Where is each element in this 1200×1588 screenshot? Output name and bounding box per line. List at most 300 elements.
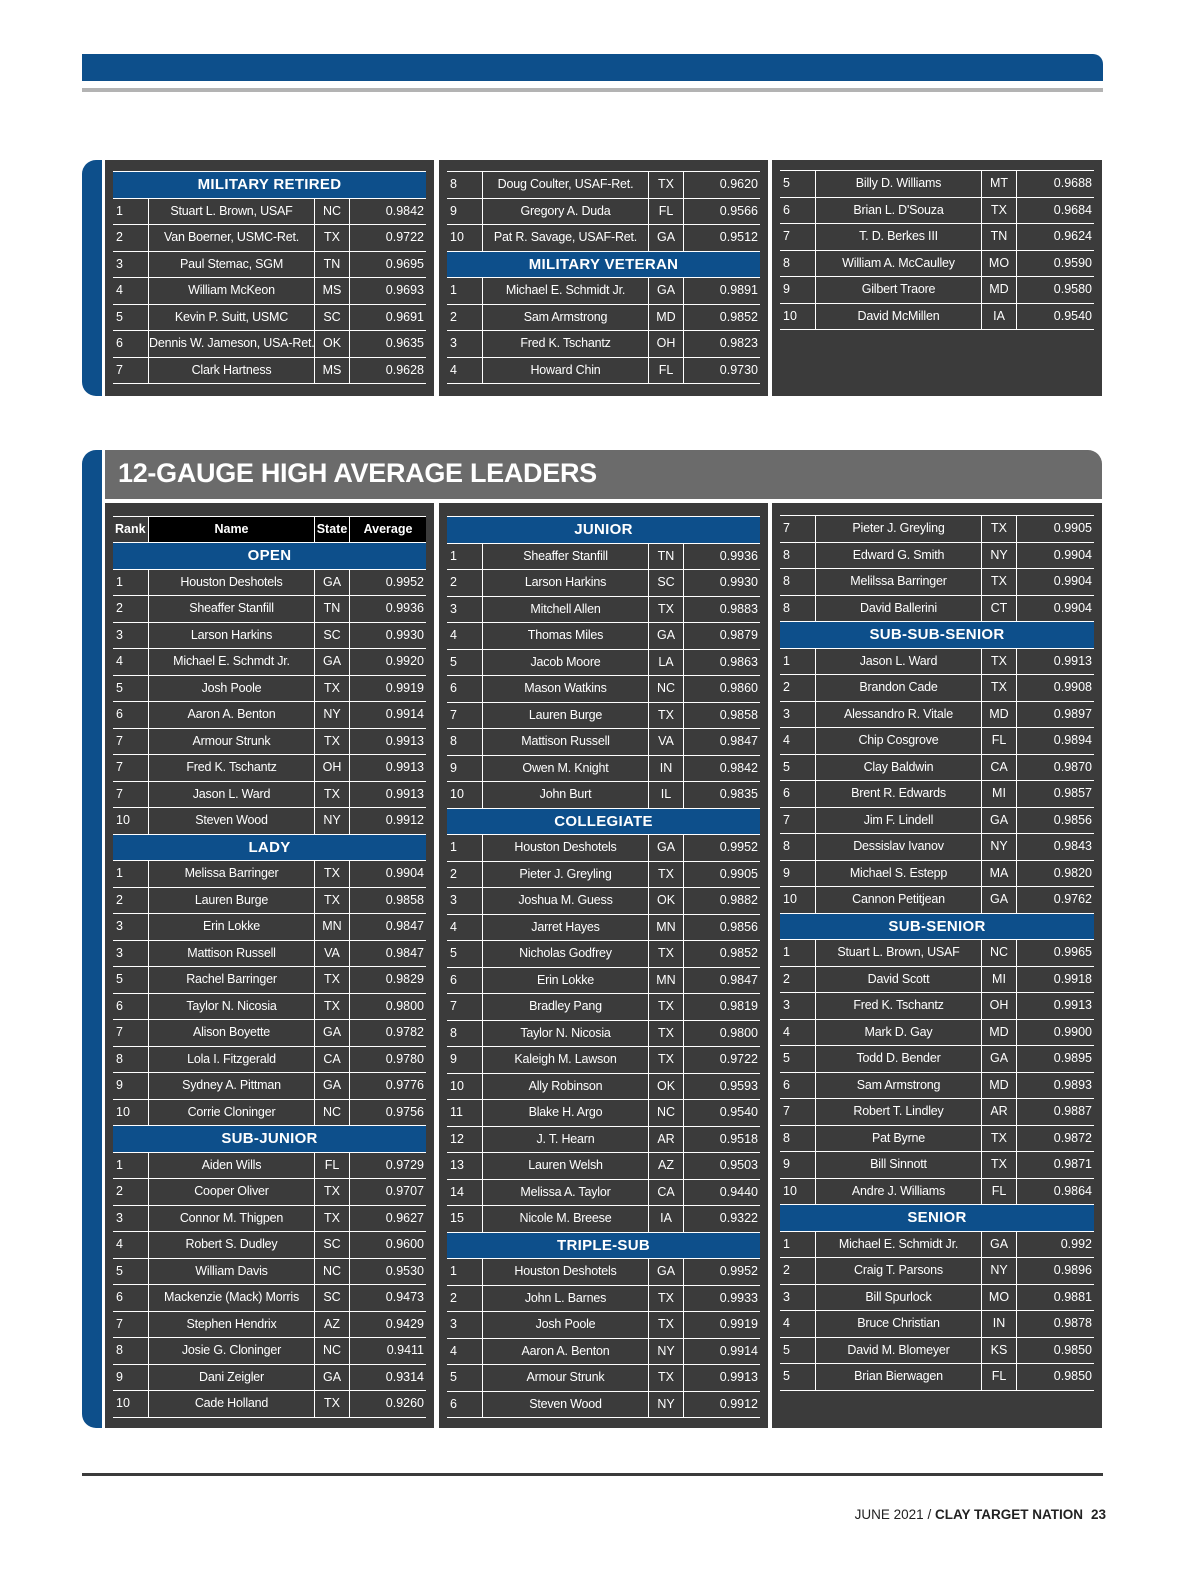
rank-cell: 7 (447, 703, 483, 729)
rank-cell: 2 (113, 225, 149, 251)
rank-cell: 1 (113, 570, 149, 596)
table-row (447, 225, 760, 252)
name-cell: William A. McCaulley (816, 251, 982, 277)
name-cell: Bradley Pang (483, 994, 649, 1020)
average-cell: 0.9896 (1053, 1263, 1092, 1277)
table-row (113, 967, 426, 994)
average-cell: 0.9913 (1053, 998, 1092, 1012)
name-cell: Alison Boyette (149, 1020, 315, 1046)
state-cell: SC (315, 1232, 350, 1258)
results-table (780, 170, 1094, 330)
state-cell: MD (982, 277, 1017, 303)
name-cell: Sheaffer Stanfill (149, 596, 315, 622)
state-cell: TX (649, 994, 684, 1020)
average-cell: 0.9722 (719, 1052, 758, 1066)
state-cell: NC (315, 1259, 350, 1285)
state-cell: OK (315, 331, 350, 357)
average-cell: 0.9800 (385, 998, 424, 1013)
bottom-divider (82, 1473, 1103, 1476)
state-cell: TX (315, 1179, 350, 1205)
state-cell: GA (649, 225, 684, 251)
rank-cell: 9 (113, 1073, 149, 1099)
average-cell: 0.9593 (719, 1078, 758, 1093)
name-cell: Mason Watkins (483, 676, 649, 702)
average-cell: 0.9936 (385, 601, 424, 615)
name-cell: Sam Armstrong (483, 305, 649, 331)
average-cell: 0.9904 (1053, 600, 1092, 615)
average-cell: 0.9894 (1053, 733, 1092, 747)
average-cell: 0.9512 (719, 230, 758, 244)
average-cell: 0.9782 (385, 1025, 424, 1039)
average-cell: 0.9858 (385, 892, 424, 907)
name-cell: Armour Strunk (149, 729, 315, 755)
rank-cell: 5 (780, 171, 816, 197)
table-row (780, 1311, 1094, 1338)
average-cell: 0.9870 (1053, 759, 1092, 774)
average-cell: 0.9776 (385, 1078, 424, 1092)
average-cell: 0.9762 (1053, 892, 1092, 906)
rank-cell: 3 (447, 1312, 483, 1338)
name-cell: Howard Chin (483, 358, 649, 384)
state-cell: GA (649, 278, 684, 304)
name-cell: Mackenzie (Mack) Morris (149, 1285, 315, 1311)
table-row (113, 1073, 426, 1100)
rank-cell: 6 (780, 781, 816, 807)
rank-cell: 3 (113, 941, 149, 967)
rank-cell: 7 (780, 224, 816, 250)
average-cell: 0.9904 (385, 866, 424, 880)
table-row (113, 888, 426, 915)
name-cell: Robert S. Dudley (149, 1232, 315, 1258)
name-cell: Brian L. D'Souza (816, 198, 982, 224)
average-cell: 0.9566 (719, 203, 758, 218)
rank-cell: 10 (447, 1074, 483, 1100)
average-cell: 0.9835 (719, 787, 758, 801)
rank-cell: 5 (447, 941, 483, 967)
rank-cell: 7 (113, 1020, 149, 1046)
state-cell: IL (649, 782, 684, 808)
name-cell: Lauren Burge (483, 703, 649, 729)
rank-cell: 3 (780, 702, 816, 728)
name-cell: Thomas Miles (483, 623, 649, 649)
rank-cell: 7 (780, 808, 816, 834)
rank-cell: 5 (113, 305, 149, 331)
name-cell: David M. Blomeyer (816, 1338, 982, 1364)
bottom-column-2 (439, 503, 768, 1428)
rank-cell: 6 (113, 702, 149, 728)
name-cell: Van Boerner, USMC-Ret. (149, 225, 315, 251)
state-cell: TX (982, 675, 1017, 701)
table-row (113, 305, 426, 332)
table-row (780, 1152, 1094, 1179)
rank-cell: 6 (113, 331, 149, 357)
table-row (780, 887, 1094, 914)
average-cell: 0.9624 (1053, 229, 1092, 243)
average-cell: 0.9322 (719, 1211, 758, 1225)
name-cell: Larson Harkins (483, 570, 649, 596)
average-cell: 0.9707 (385, 1184, 424, 1198)
name-cell: David Scott (816, 967, 982, 993)
name-cell: Michael E. Schmdt Jr. (149, 649, 315, 675)
header-average: Average (350, 517, 426, 542)
top-divider (82, 88, 1103, 92)
state-cell: OH (982, 993, 1017, 1019)
state-cell: CA (315, 1047, 350, 1073)
state-cell: GA (982, 1046, 1017, 1072)
name-cell: Armour Strunk (483, 1365, 649, 1391)
average-cell: 0.9429 (385, 1316, 424, 1331)
results-table (447, 516, 760, 1418)
table-row (113, 1285, 426, 1312)
rank-cell: 4 (447, 358, 483, 384)
top-banner-bar (82, 54, 1103, 81)
average-cell: 0.9688 (1053, 176, 1092, 190)
state-cell: NC (649, 676, 684, 702)
state-cell: MI (982, 781, 1017, 807)
table-row (447, 941, 760, 968)
category-heading: SUB-SUB-SENIOR (780, 622, 1094, 649)
rank-cell: 11 (447, 1100, 483, 1126)
average-cell: 0.9878 (1053, 1316, 1092, 1330)
state-cell: TX (982, 1126, 1017, 1152)
average-cell: 0.9729 (385, 1157, 424, 1172)
rank-cell: 2 (780, 675, 816, 701)
average-cell: 0.9518 (719, 1131, 758, 1146)
state-cell: IN (982, 1311, 1017, 1337)
table-row (447, 782, 760, 809)
results-table (113, 171, 426, 384)
results-table (113, 516, 426, 1418)
state-cell: TX (315, 967, 350, 993)
state-cell: NC (649, 1100, 684, 1126)
average-cell: 0.9580 (1053, 282, 1092, 296)
state-cell: TX (649, 172, 684, 198)
state-cell: TX (315, 994, 350, 1020)
table-row (447, 1286, 760, 1313)
state-cell: SC (315, 1285, 350, 1311)
name-cell: Fred K. Tschantz (816, 993, 982, 1019)
name-cell: J. T. Hearn (483, 1127, 649, 1153)
table-row (780, 755, 1094, 782)
average-cell: 0.9965 (1053, 945, 1092, 959)
state-cell: OH (649, 331, 684, 357)
state-cell: TX (315, 861, 350, 887)
name-cell: Steven Wood (483, 1392, 649, 1418)
name-cell: Rachel Barringer (149, 967, 315, 993)
name-cell: T. D. Berkes III (816, 224, 982, 250)
top-column-3 (772, 160, 1102, 396)
average-cell: 0.9852 (719, 309, 758, 324)
rank-cell: 10 (113, 1391, 149, 1417)
table-row (447, 1206, 760, 1233)
rank-cell: 1 (113, 861, 149, 887)
table-row (780, 940, 1094, 967)
state-cell: NY (982, 1258, 1017, 1284)
name-cell: Houston Deshotels (149, 570, 315, 596)
table-row (780, 1285, 1094, 1312)
rank-cell: 4 (447, 915, 483, 941)
name-cell: Todd D. Bender (816, 1046, 982, 1072)
state-cell: TX (315, 225, 350, 251)
rank-cell: 2 (447, 570, 483, 596)
name-cell: Taylor N. Nicosia (483, 1021, 649, 1047)
name-cell: Chip Cosgrove (816, 728, 982, 754)
rank-cell: 1 (447, 278, 483, 304)
average-cell: 0.9933 (719, 1290, 758, 1305)
average-cell: 0.9913 (1053, 653, 1092, 668)
name-cell: Josie G. Cloninger (149, 1338, 315, 1364)
table-row (780, 251, 1094, 278)
rank-cell: 4 (447, 1339, 483, 1365)
rank-cell: 2 (113, 596, 149, 622)
name-cell: Blake H. Argo (483, 1100, 649, 1126)
state-cell: FL (649, 358, 684, 384)
table-row (447, 570, 760, 597)
rank-cell: 4 (780, 1020, 816, 1046)
state-cell: MO (982, 251, 1017, 277)
bottom-column-3 (772, 503, 1102, 1428)
table-row (447, 331, 760, 358)
rank-cell: 8 (780, 569, 816, 595)
average-cell: 0.9411 (386, 1343, 424, 1357)
average-cell: 0.9847 (719, 734, 758, 748)
header-rank: Rank (113, 517, 149, 542)
table-row (447, 1100, 760, 1127)
name-cell: Dani Zeigler (149, 1365, 315, 1391)
average-cell: 0.992 (1060, 1236, 1092, 1251)
name-cell: Joshua M. Guess (483, 888, 649, 914)
table-row (113, 861, 426, 888)
table-row (780, 596, 1094, 623)
rank-cell: 5 (113, 1259, 149, 1285)
state-cell: MI (982, 967, 1017, 993)
name-cell: Sheaffer Stanfill (483, 544, 649, 570)
table-row (113, 649, 426, 676)
table-row (447, 1392, 760, 1419)
table-row (780, 224, 1094, 251)
rank-cell: 7 (447, 994, 483, 1020)
average-cell: 0.9882 (719, 893, 758, 907)
page-footer (855, 1507, 1106, 1522)
category-heading: JUNIOR (447, 517, 760, 544)
state-cell: CA (649, 1180, 684, 1206)
rank-cell: 3 (447, 597, 483, 623)
rank-cell: 6 (447, 676, 483, 702)
rank-cell: 5 (113, 967, 149, 993)
average-cell: 0.9722 (385, 230, 424, 244)
table-row (447, 278, 760, 305)
state-cell: GA (649, 835, 684, 861)
table-row (780, 198, 1094, 225)
rank-cell: 6 (113, 1285, 149, 1311)
table-row (113, 278, 426, 305)
name-cell: David Ballerini (816, 596, 982, 622)
table-row (780, 993, 1094, 1020)
name-cell: Josh Poole (149, 676, 315, 702)
rank-cell: 6 (780, 198, 816, 224)
category-heading: SUB-SENIOR (780, 914, 1094, 941)
rank-cell: 3 (113, 252, 149, 278)
state-cell: CA (982, 755, 1017, 781)
rank-cell: 3 (113, 914, 149, 940)
average-cell: 0.9897 (1053, 706, 1092, 721)
name-cell: Michael S. Estepp (816, 861, 982, 887)
table-row (113, 1020, 426, 1047)
average-cell: 0.9913 (385, 786, 424, 801)
state-cell: MN (649, 915, 684, 941)
average-cell: 0.9891 (719, 283, 758, 297)
table-row (447, 358, 760, 385)
state-cell: GA (982, 808, 1017, 834)
table-row (113, 1232, 426, 1259)
header-name: Name (149, 517, 315, 542)
table-row (113, 199, 426, 226)
name-cell: Erin Lokke (149, 914, 315, 940)
table-row (113, 623, 426, 650)
table-row (447, 676, 760, 703)
average-cell: 0.9919 (385, 680, 424, 695)
table-row (780, 1020, 1094, 1047)
state-cell: TN (982, 224, 1017, 250)
rank-cell: 10 (447, 782, 483, 808)
state-cell: TX (649, 1312, 684, 1338)
average-cell: 0.9780 (385, 1051, 424, 1066)
average-cell: 0.9914 (385, 707, 424, 721)
rank-cell: 5 (780, 1046, 816, 1072)
name-cell: Craig T. Parsons (816, 1258, 982, 1284)
state-cell: TX (315, 1391, 350, 1417)
name-cell: Larson Harkins (149, 623, 315, 649)
state-cell: TX (982, 1152, 1017, 1178)
rank-cell: 9 (113, 1365, 149, 1391)
table-row (447, 968, 760, 995)
table-row (113, 1365, 426, 1392)
name-cell: Jacob Moore (483, 650, 649, 676)
state-cell: TX (982, 649, 1017, 675)
name-cell: Lola I. Fitzgerald (149, 1047, 315, 1073)
footer-page-number: 23 (1090, 1507, 1106, 1522)
rank-cell: 9 (447, 756, 483, 782)
category-heading: MILITARY RETIRED (113, 172, 426, 199)
table-row (113, 1153, 426, 1180)
rank-cell: 5 (780, 755, 816, 781)
average-cell: 0.9930 (719, 575, 758, 589)
average-cell: 0.9691 (385, 309, 424, 324)
state-cell: NC (315, 199, 350, 225)
table-row (113, 1206, 426, 1233)
table-row (780, 1338, 1094, 1365)
rank-cell: 8 (447, 729, 483, 755)
table-row (780, 675, 1094, 702)
average-cell: 0.9913 (385, 733, 424, 748)
state-cell: NC (982, 940, 1017, 966)
table-row (780, 728, 1094, 755)
name-cell: Ally Robinson (483, 1074, 649, 1100)
table-row (447, 597, 760, 624)
rank-cell: 5 (780, 1338, 816, 1364)
average-cell: 0.9842 (719, 760, 758, 775)
name-cell: Mark D. Gay (816, 1020, 982, 1046)
average-cell: 0.9871 (1053, 1157, 1092, 1171)
state-cell: AZ (649, 1153, 684, 1179)
name-cell: Taylor N. Nicosia (149, 994, 315, 1020)
rank-cell: 5 (447, 650, 483, 676)
average-cell: 0.9936 (719, 548, 758, 563)
rank-cell: 4 (780, 1311, 816, 1337)
average-cell: 0.9900 (1053, 1024, 1092, 1039)
state-cell: SC (315, 305, 350, 331)
table-row (447, 862, 760, 889)
rank-cell: 3 (113, 1206, 149, 1232)
table-row (447, 1153, 760, 1180)
name-cell: Pat Byrne (816, 1126, 982, 1152)
rank-cell: 5 (780, 1364, 816, 1390)
rank-cell: 3 (780, 1285, 816, 1311)
average-cell: 0.9800 (719, 1025, 758, 1040)
rank-cell: 3 (780, 993, 816, 1019)
rank-cell: 10 (447, 225, 483, 251)
table-row (447, 1021, 760, 1048)
table-row (447, 1074, 760, 1101)
rank-cell: 1 (447, 835, 483, 861)
average-cell: 0.9540 (719, 1105, 758, 1119)
state-cell: AR (649, 1127, 684, 1153)
state-cell: TX (315, 1206, 350, 1232)
rank-cell: 1 (113, 1153, 149, 1179)
name-cell: William Davis (149, 1259, 315, 1285)
state-cell: KS (982, 1338, 1017, 1364)
average-cell: 0.9860 (719, 681, 758, 695)
state-cell: MN (649, 968, 684, 994)
rank-cell: 1 (447, 1259, 483, 1285)
average-cell: 0.9908 (1053, 680, 1092, 694)
rank-cell: 3 (447, 331, 483, 357)
name-cell: Sam Armstrong (816, 1073, 982, 1099)
name-cell: Fred K. Tschantz (483, 331, 649, 357)
state-cell: VA (649, 729, 684, 755)
state-cell: MD (649, 305, 684, 331)
average-cell: 0.9600 (385, 1237, 424, 1251)
average-cell: 0.9843 (1053, 839, 1092, 853)
name-cell: Pieter J. Greyling (483, 862, 649, 888)
name-cell: Aiden Wills (149, 1153, 315, 1179)
table-row (113, 729, 426, 756)
state-cell: GA (315, 1365, 350, 1391)
rank-cell: 3 (113, 623, 149, 649)
state-cell: GA (982, 887, 1017, 913)
name-cell: Lauren Burge (149, 888, 315, 914)
table-row (113, 1259, 426, 1286)
section-title: 12-GAUGE HIGH AVERAGE LEADERS (118, 458, 597, 488)
state-cell: OH (315, 755, 350, 781)
average-cell: 0.9887 (1053, 1104, 1092, 1118)
rank-cell: 10 (780, 887, 816, 913)
rank-cell: 2 (447, 305, 483, 331)
name-cell: Bill Sinnott (816, 1152, 982, 1178)
name-cell: Nicholas Godfrey (483, 941, 649, 967)
rank-cell: 6 (447, 1392, 483, 1418)
average-cell: 0.9627 (385, 1210, 424, 1225)
average-cell: 0.9620 (719, 177, 758, 191)
table-row (447, 1047, 760, 1074)
table-row (113, 331, 426, 358)
section-title-bar (105, 450, 1102, 499)
state-cell: TX (649, 1047, 684, 1073)
average-cell: 0.9952 (719, 840, 758, 854)
average-cell: 0.9856 (719, 919, 758, 934)
rank-cell: 10 (113, 808, 149, 834)
table-row (447, 1127, 760, 1154)
